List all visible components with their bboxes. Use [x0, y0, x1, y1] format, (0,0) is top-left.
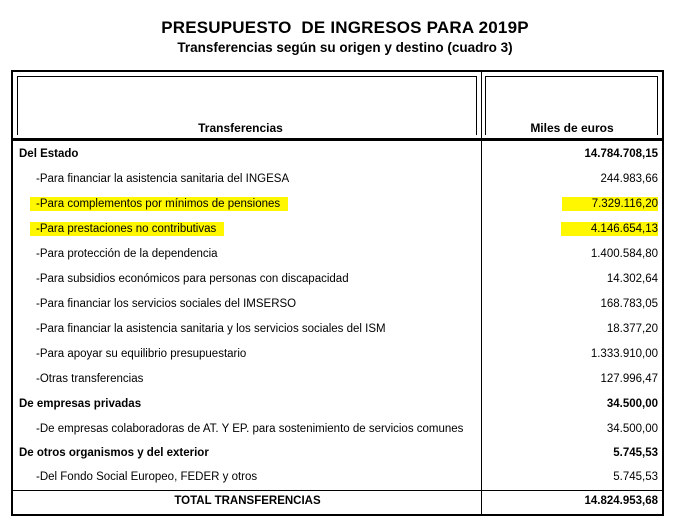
row-label: -Para financiar los servicios sociales del IMSERSO — [36, 298, 297, 310]
page-subtitle: Transferencias según su origen y destino (cuadro 3) — [177, 40, 513, 55]
row-label: -Para financiar la asistencia sanitaria del INGESA — [36, 173, 290, 185]
row-value: 18.377,20 — [606, 323, 658, 335]
table-row — [13, 243, 662, 267]
table-row — [13, 343, 662, 367]
row-value: 5.745,53 — [613, 471, 658, 483]
row-label: -Del Fondo Social Europeo, FEDER y otros — [36, 471, 258, 483]
row-label: -Para financiar la asistencia sanitaria y los servicios sociales del ISM — [36, 323, 386, 335]
row-label-highlighted: -Para complementos por mínimos de pensiones — [30, 197, 288, 211]
table-row — [13, 318, 662, 342]
row-value: 168.783,05 — [600, 298, 658, 310]
table-row-highlighted — [13, 193, 662, 217]
row-value: 14.302,64 — [606, 273, 658, 285]
table-row — [13, 268, 662, 292]
page-title: PRESUPUESTO DE INGRESOS PARA 2019P — [161, 18, 529, 37]
row-value: 244.983,66 — [600, 173, 658, 185]
table-row — [13, 293, 662, 317]
table-row — [13, 466, 662, 490]
row-value: 14.784.708,15 — [584, 148, 658, 160]
row-label: De otros organismos y del exterior — [19, 447, 209, 459]
table-row-empresas-privadas — [13, 393, 662, 417]
row-value-highlighted: 7.329.116,20 — [562, 197, 658, 211]
row-label: -Para apoyar su equilibrio presupuestario — [36, 348, 247, 360]
row-label-highlighted: -Para prestaciones no contributivas — [30, 222, 224, 236]
header-divider — [13, 138, 662, 141]
table-row-otros-organismos — [13, 442, 662, 466]
row-value: 34.500,00 — [606, 398, 658, 410]
row-value: 1.333.910,00 — [590, 348, 658, 360]
column-header-miles-de-euros: Miles de euros — [530, 121, 614, 135]
row-label: -Para subsidios económicos para personas con discapacidad — [36, 273, 349, 285]
table-row-total — [13, 490, 662, 514]
row-label: De empresas privadas — [19, 398, 142, 410]
table-row — [13, 418, 662, 442]
row-label: Del Estado — [19, 148, 79, 160]
row-value: 127.996,47 — [600, 373, 658, 385]
row-label: -De empresas colaboradoras de AT. Y EP. para sostenimiento de servicios comunes — [36, 423, 464, 435]
row-value: 5.745,53 — [613, 447, 658, 459]
table-row — [13, 168, 662, 192]
table-row — [13, 368, 662, 392]
row-value: 1.400.584,80 — [590, 248, 658, 260]
total-label: TOTAL TRANSFERENCIAS — [174, 495, 321, 507]
row-value-highlighted: 4.146.654,13 — [561, 222, 658, 236]
row-value: 34.500,00 — [606, 423, 658, 435]
column-header-transferencias: Transferencias — [198, 121, 283, 135]
table-row-del-estado — [13, 143, 662, 167]
row-label: -Para protección de la dependencia — [36, 248, 218, 260]
total-value: 14.824.953,68 — [584, 495, 658, 507]
row-label: -Otras transferencias — [36, 373, 144, 385]
table-row-highlighted — [13, 218, 662, 242]
